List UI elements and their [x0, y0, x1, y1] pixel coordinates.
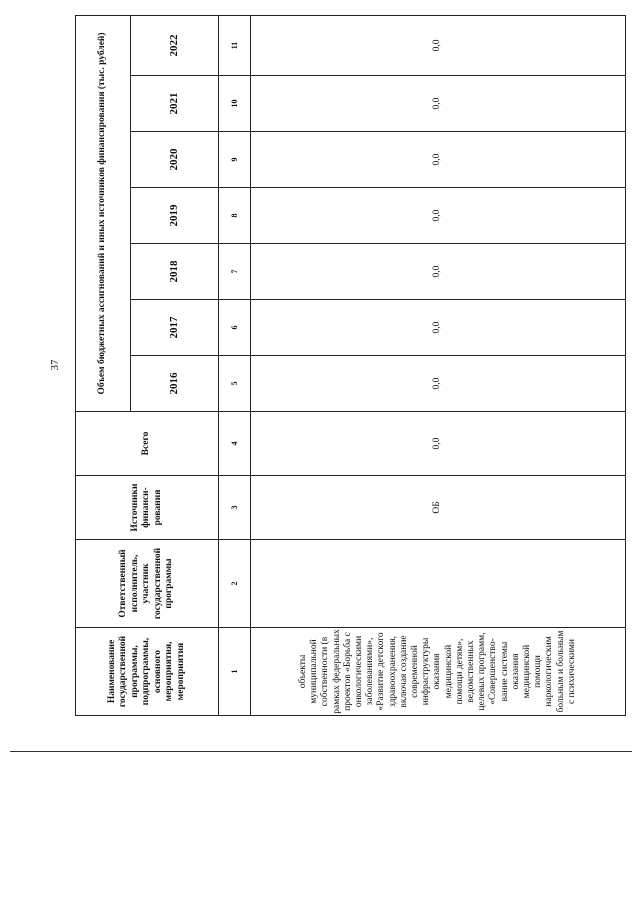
row-source-cell: ОБ	[251, 476, 626, 540]
column-number: 4	[219, 412, 251, 476]
header-year: 2019	[131, 188, 219, 244]
column-number: 1	[219, 628, 251, 716]
row-year-value: 0,0	[251, 300, 626, 356]
header-year: 2017	[131, 300, 219, 356]
header-year: 2016	[131, 356, 219, 412]
header-year: 2020	[131, 132, 219, 188]
column-number: 2	[219, 540, 251, 628]
row-total-cell: 0,0	[251, 412, 626, 476]
column-number: 5	[219, 356, 251, 412]
column-number: 11	[219, 15, 251, 75]
header-total: Всего	[76, 412, 219, 476]
header-source: Источники финанси-рования	[76, 476, 219, 540]
header-year: 2021	[131, 76, 219, 132]
header-year: 2022	[131, 15, 219, 75]
rotated-table-container	[75, 16, 630, 716]
row-year-value: 0,0	[251, 244, 626, 300]
column-number: 8	[219, 188, 251, 244]
row-year-value: 0,0	[251, 356, 626, 412]
row-year-value: 0,0	[251, 15, 626, 75]
column-number: 9	[219, 132, 251, 188]
header-name: Наименование государственной программы, подпрограммы, основного мероприятия, мероприятия	[76, 628, 219, 716]
row-year-value: 0,0	[251, 132, 626, 188]
column-number: 6	[219, 300, 251, 356]
row-name-cell: объекты муниципальной собственности (в рамках федеральных проектов «Борьба с онкологическими заболеваниями», «Развитие детского здравоохранения, включая создание современной инфраструктуры оказания медицинской помощи детям», ведомственных целевых программ, «Совершенство-вание системы оказания медицинской помощи наркологическим больным и больным с психическими	[251, 628, 626, 716]
column-number: 3	[219, 476, 251, 540]
row-year-value: 0,0	[251, 76, 626, 132]
column-number: 10	[219, 76, 251, 132]
column-number: 7	[219, 244, 251, 300]
page-number: 37	[49, 359, 61, 371]
header-financing-group: Объем бюджетных ассигнований и иных источников финансирования (тыс. рублей)	[76, 15, 131, 411]
header-year: 2018	[131, 244, 219, 300]
horizontal-divider	[10, 751, 632, 752]
row-year-value: 0,0	[251, 188, 626, 244]
financing-table	[75, 15, 626, 716]
row-executor-cell	[251, 540, 626, 628]
header-executor: Ответственный исполнитель, участник государственной программы	[76, 540, 219, 628]
